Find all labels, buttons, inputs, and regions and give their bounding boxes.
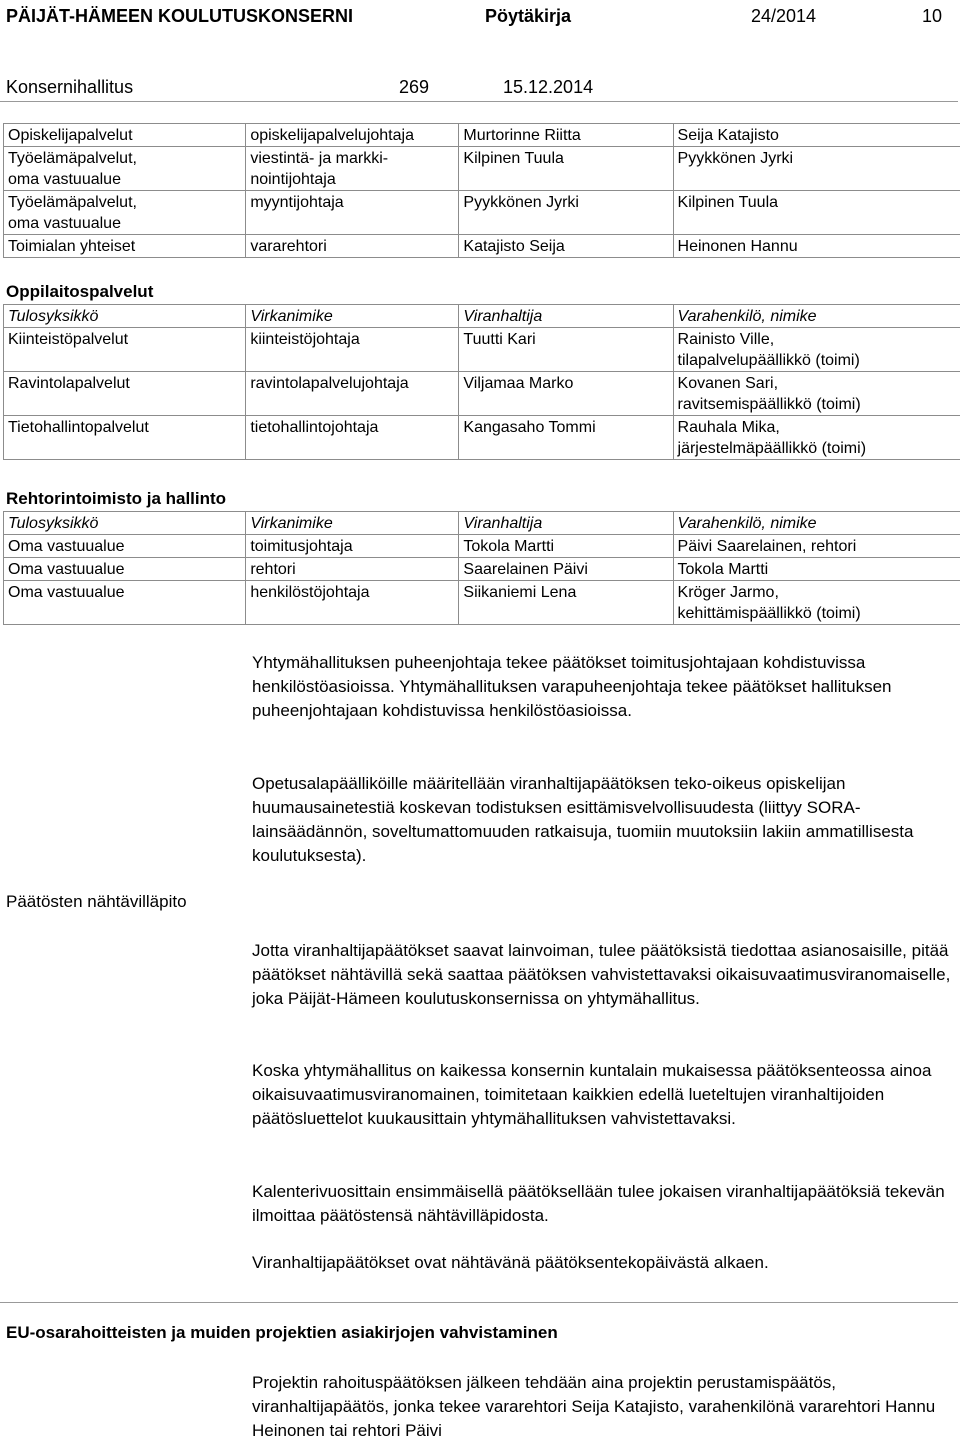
table-cell: vararehtori bbox=[246, 235, 459, 258]
table-row bbox=[4, 328, 960, 372]
table-cell: opiskelijapalvelujohtaja bbox=[246, 124, 459, 147]
table-cell: Siikaniemi Lena bbox=[459, 581, 673, 625]
table-cell: Viljamaa Marko bbox=[459, 372, 673, 416]
column-header: Tulosyksikkö bbox=[4, 305, 246, 328]
doc-number: 24/2014 bbox=[751, 6, 817, 26]
table-row bbox=[4, 558, 960, 581]
body-name: Konsernihallitus bbox=[6, 77, 134, 97]
substitute-title: kehittämispäällikkö (toimi) bbox=[677, 605, 861, 622]
table-cell: Tokola Martti bbox=[459, 535, 673, 558]
paragraph-publicity: Jotta viranhaltijapäätökset saavat lainvoiman, tulee päätöksistä tiedottaa asianosaisille, pitää päätökset nähtävillä sekä saattaa päätöksen vahvistettavaksi oikaisuvaatimusviranomaiselle, joka Päijät-Hämeen koulutuskonsernissa on yhtymähallitus. bbox=[252, 941, 951, 1008]
table-cell: Työelämäpalvelut, oma vastuualue bbox=[4, 147, 246, 191]
rehtorinto-table bbox=[3, 511, 960, 625]
table-cell: tietohallintojohtaja bbox=[246, 416, 459, 460]
table-cell: Oma vastuualue bbox=[4, 558, 246, 581]
column-header: Varahenkilö, nimike bbox=[673, 512, 960, 535]
table-cell: Tietohallintopalvelut bbox=[4, 416, 246, 460]
table-cell: kiinteistöjohtaja bbox=[246, 328, 459, 372]
table-cell: Saarelainen Päivi bbox=[459, 558, 673, 581]
org-name: PÄIJÄT-HÄMEEN KOULUTUSKONSERNI bbox=[6, 6, 354, 26]
table-cell: Oma vastuualue bbox=[4, 581, 246, 625]
doc-type: Pöytäkirja bbox=[485, 6, 572, 26]
column-header: Virkanimike bbox=[246, 512, 459, 535]
side-label-publicity: Päätösten nähtävilläpito bbox=[6, 892, 187, 911]
table-row bbox=[4, 124, 960, 147]
substitute-name: Kröger Jarmo, bbox=[677, 584, 779, 601]
table-cell bbox=[673, 416, 960, 460]
table-cell: Murtorinne Riitta bbox=[459, 124, 673, 147]
table-cell: Kilpinen Tuula bbox=[459, 147, 673, 191]
substitute-name: Kovanen Sari, bbox=[677, 375, 779, 392]
table-row bbox=[4, 372, 960, 416]
table-cell: toimitusjohtaja bbox=[246, 535, 459, 558]
table-cell: Pyykkönen Jyrki bbox=[459, 191, 673, 235]
section-rule bbox=[0, 1302, 958, 1303]
paragraph-drug-test: Opetusalapäälliköille määritellään viranhaltijapäätöksen teko-oikeus opiskelijan huumausainetestiä koskevan todistuksen esittämisvelvollisuudesta (liittyy SORA-lainsäädännön, soveltumattomuuden ratkaisuja, tuomiin muutoksiin lakiin ammatillisesta koulutuksesta). bbox=[252, 774, 914, 865]
table-cell: Toimialan yhteiset bbox=[4, 235, 246, 258]
section-title-eu-projects: EU-osarahoitteisten ja muiden projektien asiakirjojen vahvistaminen bbox=[6, 1323, 558, 1342]
table-cell: Päivi Saarelainen, rehtori bbox=[673, 535, 960, 558]
table-row bbox=[4, 416, 960, 460]
table-cell: ravintolapalvelujohtaja bbox=[246, 372, 459, 416]
paragraph-visible-from: Viranhaltijapäätökset ovat nähtävänä päätöksentekopäivästä alkaen. bbox=[252, 1253, 769, 1272]
table-cell: rehtori bbox=[246, 558, 459, 581]
table-cell: Tokola Martti bbox=[673, 558, 960, 581]
table-row bbox=[4, 535, 960, 558]
table-cell: Kangasaho Tommi bbox=[459, 416, 673, 460]
substitute-title: ravitsemispäällikkö (toimi) bbox=[677, 396, 861, 413]
paragraph-monthly-lists: Koska yhtymähallitus on kaikessa konsernin kuntalain mukaisessa päätöksenteossa ainoa oikaisuvaatimusviranomainen, toimitetaan kaikkien edellä lueteltujen viranhaltijoiden päätösluettelot kuukausittain yhtymähallituksen vahvistettavaksi. bbox=[252, 1061, 932, 1128]
table-cell: myyntijohtaja bbox=[246, 191, 459, 235]
meeting-date: 15.12.2014 bbox=[503, 77, 594, 97]
section-number: 269 bbox=[399, 77, 430, 97]
table-cell: Kilpinen Tuula bbox=[673, 191, 960, 235]
column-header: Varahenkilö, nimike bbox=[673, 305, 960, 328]
table-cell: Tuutti Kari bbox=[459, 328, 673, 372]
table-cell: Heinonen Hannu bbox=[673, 235, 960, 258]
table-row bbox=[4, 581, 960, 625]
table-cell: henkilöstöjohtaja bbox=[246, 581, 459, 625]
table-cell: Työelämäpalvelut, oma vastuualue bbox=[4, 191, 246, 235]
substitute-name: Rainisto Ville, bbox=[677, 331, 775, 348]
table-cell: Kiinteistöpalvelut bbox=[4, 328, 246, 372]
table-cell bbox=[673, 328, 960, 372]
table-cell: Pyykkönen Jyrki bbox=[673, 147, 960, 191]
table-header-row bbox=[4, 512, 960, 535]
table-row bbox=[4, 147, 960, 191]
column-header: Viranhaltija bbox=[459, 305, 673, 328]
table-cell: Seija Katajisto bbox=[673, 124, 960, 147]
substitute-name: Rauhala Mika, bbox=[677, 419, 780, 436]
responsibility-table bbox=[3, 123, 960, 258]
paragraph-project-decision: Projektin rahoituspäätöksen jälkeen tehdään aina projektin perustamispäätös, viranhaltijapäätös, jonka tekee vararehtori Seija Katajisto, varahenkilönä vararehtori Hannu Heinonen tai rehtori Päivi bbox=[252, 1373, 936, 1440]
paragraph-calendar-year: Kalenterivuosittain ensimmäisellä päätöksellään tulee jokaisen viranhaltijapäätöksiä tekevän ilmoittaa päätöstensä nähtävilläpidosta. bbox=[252, 1182, 945, 1225]
paragraph-chair-decisions: Yhtymähallituksen puheenjohtaja tekee päätökset toimitusjohtajaan kohdistuvissa henkilöstöasioissa. Yhtymähallituksen varapuheenjohtaja tekee päätökset hallituksen puheenjohtajaan kohdistuvissa henkilöstöasioissa. bbox=[252, 653, 892, 720]
table-cell: Opiskelijapalvelut bbox=[4, 124, 246, 147]
table-row bbox=[4, 235, 960, 258]
substitute-title: tilapalvelupäällikkö (toimi) bbox=[677, 352, 860, 369]
column-header: Viranhaltija bbox=[459, 512, 673, 535]
table-cell: Ravintolapalvelut bbox=[4, 372, 246, 416]
oppilaitos-table bbox=[3, 304, 960, 460]
substitute-title: järjestelmäpäällikkö (toimi) bbox=[677, 440, 867, 457]
table-header-row bbox=[4, 305, 960, 328]
section-title-rehtorintoimisto: Rehtorintoimisto ja hallinto bbox=[6, 489, 227, 508]
table-cell bbox=[673, 372, 960, 416]
table-cell: Katajisto Seija bbox=[459, 235, 673, 258]
table-cell: Oma vastuualue bbox=[4, 535, 246, 558]
table-row bbox=[4, 191, 960, 235]
column-header: Tulosyksikkö bbox=[4, 512, 246, 535]
header-rule bbox=[0, 101, 958, 102]
page-number: 10 bbox=[922, 6, 943, 26]
column-header: Virkanimike bbox=[246, 305, 459, 328]
table-cell: viestintä- ja markki- nointijohtaja bbox=[246, 147, 459, 191]
section-title-oppilaitospalvelut: Oppilaitospalvelut bbox=[6, 282, 154, 301]
table-cell bbox=[673, 581, 960, 625]
